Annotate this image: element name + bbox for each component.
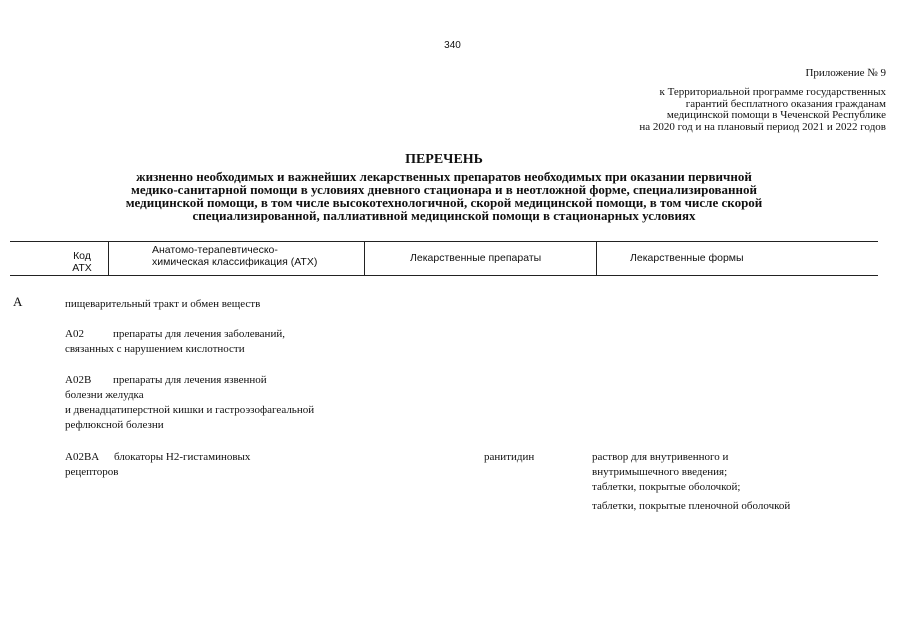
header-atc-classification-line: химическая классификация (АТХ) bbox=[152, 256, 318, 268]
appendix-line: на 2020 год и на плановый период 2021 и 2022 годов bbox=[639, 120, 886, 133]
dosage-form-line: таблетки, покрытые пленочной оболочкой bbox=[592, 500, 791, 512]
atc-group-name-line: рефлюксной болезни bbox=[65, 419, 164, 431]
atc-group-name-line: болезни желудка bbox=[65, 389, 144, 401]
subtitle-line: медицинской помощи, в том числе высокотехнологичной, скорой медицинской помощи, в том числе скорой bbox=[125, 195, 763, 210]
dosage-form-line: таблетки, покрытые оболочкой; bbox=[592, 481, 741, 493]
section-name: пищеварительный тракт и обмен веществ bbox=[65, 298, 261, 310]
column-separator bbox=[596, 241, 597, 276]
header-atc-classification bbox=[152, 244, 317, 268]
table-header-top-rule bbox=[10, 241, 878, 242]
header-atc-classification-line: Анатомо-терапевтическо- bbox=[152, 244, 278, 256]
appendix-line: к Территориальной программе государственных bbox=[659, 86, 886, 98]
atc-group-name-line: и двенадцатиперстной кишки и гастроэзофагеальной bbox=[65, 404, 315, 416]
subtitle-line: жизненно необходимых и важнейших лекарственных препаратов необходимых при оказании первичной bbox=[136, 169, 752, 184]
document-subtitle bbox=[0, 170, 888, 222]
atc-group-name: препараты для лечения заболеваний, bbox=[113, 328, 285, 340]
header-atc-code bbox=[58, 250, 106, 274]
atc-code: A02 bbox=[65, 328, 84, 340]
table-header-bottom-rule bbox=[10, 275, 878, 276]
atc-code: A02B bbox=[65, 374, 92, 386]
subtitle-line: медико-санитарной помощи в условиях дневного стационара и в неотложной форме, специализированной bbox=[130, 182, 758, 197]
header-atc-code-line: АТХ bbox=[72, 262, 92, 274]
header-drugs: Лекарственные препараты bbox=[410, 252, 542, 264]
atc-group-name-continued bbox=[65, 388, 314, 433]
appendix-line: гарантий бесплатного оказания гражданам bbox=[685, 97, 886, 110]
drug-name: ранитидин bbox=[484, 451, 535, 463]
page-number: 340 bbox=[444, 40, 461, 51]
column-separator bbox=[364, 241, 365, 276]
document-title: ПЕРЕЧЕНЬ bbox=[405, 152, 483, 167]
appendix-description bbox=[639, 87, 886, 133]
subtitle-line: специализированной, паллиативной медицинской помощи в стационарных условиях bbox=[192, 208, 696, 223]
header-atc-code-line: Код bbox=[73, 250, 91, 262]
dosage-forms bbox=[592, 450, 790, 514]
section-letter: A bbox=[13, 294, 23, 309]
dosage-form-line: раствор для внутривенного и bbox=[592, 451, 729, 463]
atc-group-name: препараты для лечения язвенной bbox=[113, 374, 267, 386]
atc-code: A02BA bbox=[65, 451, 100, 463]
dosage-form-line: внутримышечного введения; bbox=[592, 466, 728, 478]
column-separator bbox=[108, 241, 109, 276]
atc-group-name-continued: связанных с нарушением кислотности bbox=[65, 343, 245, 355]
appendix-number: Приложение № 9 bbox=[805, 67, 886, 79]
atc-group-name: блокаторы H2-гистаминовых bbox=[114, 451, 251, 463]
appendix-line: медицинской помощи в Чеченской Республике bbox=[666, 109, 886, 121]
atc-group-name-continued: рецепторов bbox=[65, 466, 119, 478]
header-dosage-forms: Лекарственные формы bbox=[630, 252, 744, 264]
